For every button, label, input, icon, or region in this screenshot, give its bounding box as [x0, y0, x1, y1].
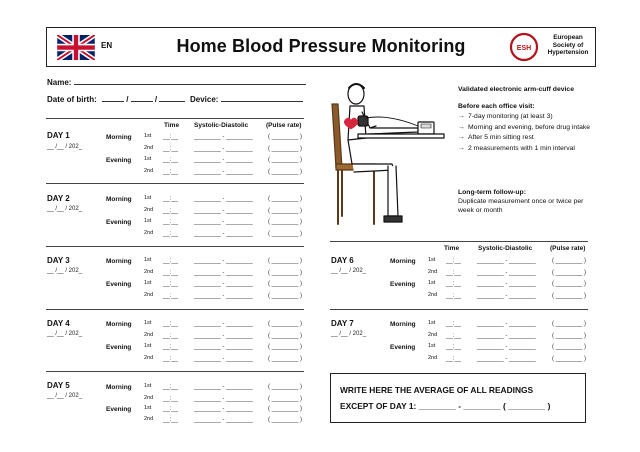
pulse-field[interactable]: ( ________ ) — [552, 281, 587, 287]
device-field[interactable] — [190, 94, 303, 104]
reading-ordinal: 2nd — [144, 395, 154, 401]
reading-ordinal: 2nd — [144, 145, 154, 151]
bp-field[interactable]: ________ - ________ — [477, 270, 536, 276]
time-field[interactable]: __:__ — [163, 157, 179, 163]
reading-ordinal: 2nd — [144, 332, 154, 338]
reading-ordinal: 1st — [144, 257, 152, 263]
time-field[interactable]: __:__ — [163, 396, 179, 402]
period-evening: Evening — [106, 344, 132, 351]
bp-field[interactable]: ________ - ________ — [194, 157, 253, 163]
bp-field[interactable]: ________ - ________ — [194, 146, 253, 152]
time-header: Time — [444, 245, 460, 252]
time-field[interactable]: __:__ — [163, 219, 179, 225]
divider — [330, 309, 588, 310]
bp-field[interactable]: ________ - ________ — [477, 344, 536, 350]
pulse-field[interactable]: ( ________ ) — [268, 356, 303, 362]
org-line: Society of — [552, 41, 584, 49]
time-field[interactable]: __:__ — [163, 231, 179, 237]
systolic-diastolic-header: Systolic-Diastolic — [194, 122, 249, 129]
pulse-field[interactable]: ( ________ ) — [552, 344, 587, 350]
reading-ordinal: 2nd — [428, 292, 438, 298]
esh-logo-icon — [509, 32, 539, 62]
day-label: DAY 3 — [47, 256, 70, 265]
pulse-header: (Pulse rate) — [550, 245, 586, 252]
bp-field[interactable]: ________ - ________ — [194, 196, 253, 202]
time-field[interactable]: __:__ — [163, 208, 179, 214]
reading-ordinal: 1st — [428, 257, 436, 263]
reading-ordinal: 2nd — [428, 355, 438, 361]
reading-ordinal: 1st — [144, 383, 152, 389]
average-readings-box[interactable] — [330, 373, 586, 423]
time-field[interactable]: __:__ — [163, 406, 179, 412]
language-label: EN — [101, 41, 113, 50]
esh-logo-text: ESH — [516, 45, 532, 52]
reading-ordinal: 2nd — [144, 207, 154, 213]
reading-ordinal: 2nd — [428, 332, 438, 338]
longterm-text: Duplicate measurement once or twice per week or month — [458, 198, 584, 214]
pulse-field[interactable]: ( ________ ) — [268, 406, 303, 412]
instruction-item: → 7-day monitoring (at least 3) — [458, 113, 608, 122]
period-morning: Morning — [390, 321, 416, 328]
day-label: DAY 6 — [331, 256, 354, 265]
organization-name — [541, 34, 595, 57]
bp-field[interactable]: ________ - ________ — [194, 231, 253, 237]
divider — [46, 183, 304, 184]
device-info-title: Validated electronic arm-cuff device — [458, 86, 574, 93]
bp-field[interactable]: ________ - ________ — [477, 356, 536, 362]
instruction-item: → Morning and evening, before drug intake — [458, 124, 608, 133]
pulse-field[interactable]: ( ________ ) — [268, 146, 303, 152]
divider — [46, 309, 304, 310]
dob-field[interactable]: Date of birth: / / — [47, 94, 185, 104]
office-visit-title: Before each office visit: — [458, 103, 535, 110]
bp-field[interactable]: ________ - ________ — [194, 258, 253, 264]
bp-field[interactable]: ________ - ________ — [194, 406, 253, 412]
bp-field[interactable]: ________ - ________ — [194, 356, 253, 362]
period-evening: Evening — [106, 219, 132, 226]
name-label: Name: — [47, 78, 72, 87]
page-title: Home Blood Pressure Monitoring — [176, 36, 466, 56]
bp-field[interactable]: ________ - ________ — [194, 384, 253, 390]
pulse-field[interactable]: ( ________ ) — [268, 281, 303, 287]
reading-ordinal: 2nd — [428, 269, 438, 275]
average-fields[interactable]: EXCEPT OF DAY 1: ________ - ________ ( ________ ) — [340, 401, 551, 411]
period-evening: Evening — [390, 281, 416, 288]
period-evening: Evening — [106, 406, 132, 413]
bp-field[interactable]: ________ - ________ — [194, 344, 253, 350]
reading-ordinal: 2nd — [144, 269, 154, 275]
reading-ordinal: 1st — [428, 320, 436, 326]
average-instruction: WRITE HERE THE AVERAGE OF ALL READINGS — [340, 385, 534, 395]
time-field[interactable]: __:__ — [163, 258, 179, 264]
pulse-field[interactable]: ( ________ ) — [268, 417, 303, 423]
time-field[interactable]: __:__ — [163, 384, 179, 390]
divider — [330, 241, 588, 242]
period-evening: Evening — [390, 344, 416, 351]
period-morning: Morning — [106, 258, 132, 265]
period-morning: Morning — [390, 258, 416, 265]
day-date-field[interactable]: __ /__ / 202_ — [47, 268, 83, 274]
time-field[interactable]: __:__ — [163, 293, 179, 299]
dob-year-line[interactable] — [159, 94, 185, 102]
instruction-item: → 2 measurements with 1 min interval — [458, 145, 608, 154]
seated-person-arm-cuff-illustration — [318, 76, 446, 228]
time-field[interactable]: __:__ — [446, 293, 462, 299]
time-field[interactable]: __:__ — [163, 417, 179, 423]
bp-field[interactable]: ________ - ________ — [194, 333, 253, 339]
pulse-field[interactable]: ( ________ ) — [552, 270, 587, 276]
reading-ordinal: 1st — [144, 405, 152, 411]
time-field[interactable]: __:__ — [163, 169, 179, 175]
day-date-field[interactable]: __ /__ / 202_ — [331, 268, 367, 274]
pulse-field[interactable]: ( ________ ) — [268, 231, 303, 237]
time-field[interactable]: __:__ — [163, 146, 179, 152]
systolic-diastolic-header: Systolic-Diastolic — [478, 245, 533, 252]
day-date-field[interactable]: __ /__ / 202_ — [47, 393, 83, 399]
pulse-field[interactable]: ( ________ ) — [552, 258, 587, 264]
reading-ordinal: 2nd — [144, 230, 154, 236]
pulse-field[interactable]: ( ________ ) — [268, 196, 303, 202]
instruction-item: → After 5 min sitting rest — [458, 134, 608, 143]
bp-field[interactable]: ________ - ________ — [477, 333, 536, 339]
dob-label: Date of birth: — [47, 95, 97, 104]
pulse-field[interactable]: ( ________ ) — [268, 157, 303, 163]
bp-field[interactable]: ________ - ________ — [194, 270, 253, 276]
reading-ordinal: 1st — [428, 280, 436, 286]
reading-ordinal: 2nd — [144, 292, 154, 298]
bp-field[interactable]: ________ - ________ — [194, 208, 253, 214]
pulse-field[interactable]: ( ________ ) — [268, 208, 303, 214]
time-field[interactable]: __:__ — [163, 134, 179, 140]
bp-field[interactable]: ________ - ________ — [194, 169, 253, 175]
reading-ordinal: 2nd — [144, 416, 154, 422]
time-field[interactable]: __:__ — [163, 270, 179, 276]
day-date-field[interactable]: __ /__ / 202_ — [331, 331, 367, 337]
time-field[interactable]: __:__ — [163, 196, 179, 202]
day-label: DAY 2 — [47, 194, 70, 203]
divider — [46, 246, 304, 247]
device-label: Device: — [190, 95, 219, 104]
reading-ordinal: 2nd — [144, 355, 154, 361]
time-field[interactable]: __:__ — [446, 270, 462, 276]
day-date-field[interactable]: __ /__ / 202_ — [47, 144, 83, 150]
pulse-header: (Pulse rate) — [266, 122, 302, 129]
pulse-field[interactable]: ( ________ ) — [268, 219, 303, 225]
time-field[interactable]: __:__ — [446, 333, 462, 339]
period-evening: Evening — [106, 281, 132, 288]
pulse-field[interactable]: ( ________ ) — [268, 396, 303, 402]
pulse-field[interactable]: ( ________ ) — [268, 344, 303, 350]
divider — [46, 118, 304, 119]
bp-field[interactable]: ________ - ________ — [194, 293, 253, 299]
time-field[interactable]: __:__ — [446, 321, 462, 327]
divider — [46, 371, 304, 372]
bp-field[interactable]: ________ - ________ — [194, 396, 253, 402]
dob-day-line[interactable] — [102, 94, 124, 102]
time-field[interactable]: __:__ — [163, 281, 179, 287]
time-field[interactable]: __:__ — [446, 281, 462, 287]
reading-ordinal: 1st — [144, 343, 152, 349]
pulse-field[interactable]: ( ________ ) — [552, 321, 587, 327]
pulse-field[interactable]: ( ________ ) — [268, 258, 303, 264]
pulse-field[interactable]: ( ________ ) — [268, 333, 303, 339]
reading-ordinal: 1st — [144, 195, 152, 201]
bp-field[interactable]: ________ - ________ — [477, 281, 536, 287]
uk-flag-icon — [57, 35, 95, 60]
pulse-field[interactable]: ( ________ ) — [268, 384, 303, 390]
time-field[interactable]: __:__ — [163, 321, 179, 327]
pulse-field[interactable]: ( ________ ) — [268, 134, 303, 140]
time-field[interactable]: __:__ — [446, 356, 462, 362]
day-label: DAY 4 — [47, 319, 70, 328]
name-line[interactable] — [74, 77, 306, 85]
pulse-field[interactable]: ( ________ ) — [552, 333, 587, 339]
pulse-field[interactable]: ( ________ ) — [552, 356, 587, 362]
time-field[interactable]: __:__ — [446, 344, 462, 350]
bp-field[interactable]: ________ - ________ — [477, 258, 536, 264]
reading-ordinal: 1st — [428, 343, 436, 349]
pulse-field[interactable]: ( ________ ) — [268, 321, 303, 327]
time-field[interactable]: __:__ — [163, 344, 179, 350]
bp-field[interactable]: ________ - ________ — [194, 219, 253, 225]
reading-ordinal: 1st — [144, 218, 152, 224]
reading-ordinal: 1st — [144, 133, 152, 139]
bp-field[interactable]: ________ - ________ — [194, 281, 253, 287]
dob-month-line[interactable] — [131, 94, 153, 102]
longterm-title: Long-term follow-up: — [458, 189, 526, 196]
reading-ordinal: 1st — [144, 280, 152, 286]
reading-ordinal: 1st — [144, 320, 152, 326]
period-morning: Morning — [106, 321, 132, 328]
bp-field[interactable]: ________ - ________ — [477, 293, 536, 299]
time-field[interactable]: __:__ — [163, 356, 179, 362]
org-line: Hypertension — [547, 49, 589, 57]
device-line[interactable] — [221, 94, 303, 102]
instruction-list — [458, 113, 608, 153]
form-header — [46, 27, 596, 67]
pulse-field[interactable]: ( ________ ) — [268, 169, 303, 175]
day-label: DAY 5 — [47, 381, 70, 390]
day-date-field[interactable]: __ /__ / 202_ — [47, 206, 83, 212]
day-label: DAY 1 — [47, 131, 70, 140]
time-field[interactable]: __:__ — [446, 258, 462, 264]
period-evening: Evening — [106, 157, 132, 164]
reading-ordinal: 2nd — [144, 168, 154, 174]
day-date-field[interactable]: __ /__ / 202_ — [47, 331, 83, 337]
bp-field[interactable]: ________ - ________ — [194, 417, 253, 423]
reading-ordinal: 1st — [144, 156, 152, 162]
pulse-field[interactable]: ( ________ ) — [268, 270, 303, 276]
bp-field[interactable]: ________ - ________ — [477, 321, 536, 327]
bp-field[interactable]: ________ - ________ — [194, 134, 253, 140]
period-morning: Morning — [106, 134, 132, 141]
org-line: European — [553, 34, 583, 41]
period-morning: Morning — [106, 384, 132, 391]
time-field[interactable]: __:__ — [163, 333, 179, 339]
time-header: Time — [164, 122, 180, 129]
pulse-field[interactable]: ( ________ ) — [268, 293, 303, 299]
period-morning: Morning — [106, 196, 132, 203]
name-field[interactable] — [47, 77, 306, 87]
day-label: DAY 7 — [331, 319, 354, 328]
pulse-field[interactable]: ( ________ ) — [552, 293, 587, 299]
bp-field[interactable]: ________ - ________ — [194, 321, 253, 327]
